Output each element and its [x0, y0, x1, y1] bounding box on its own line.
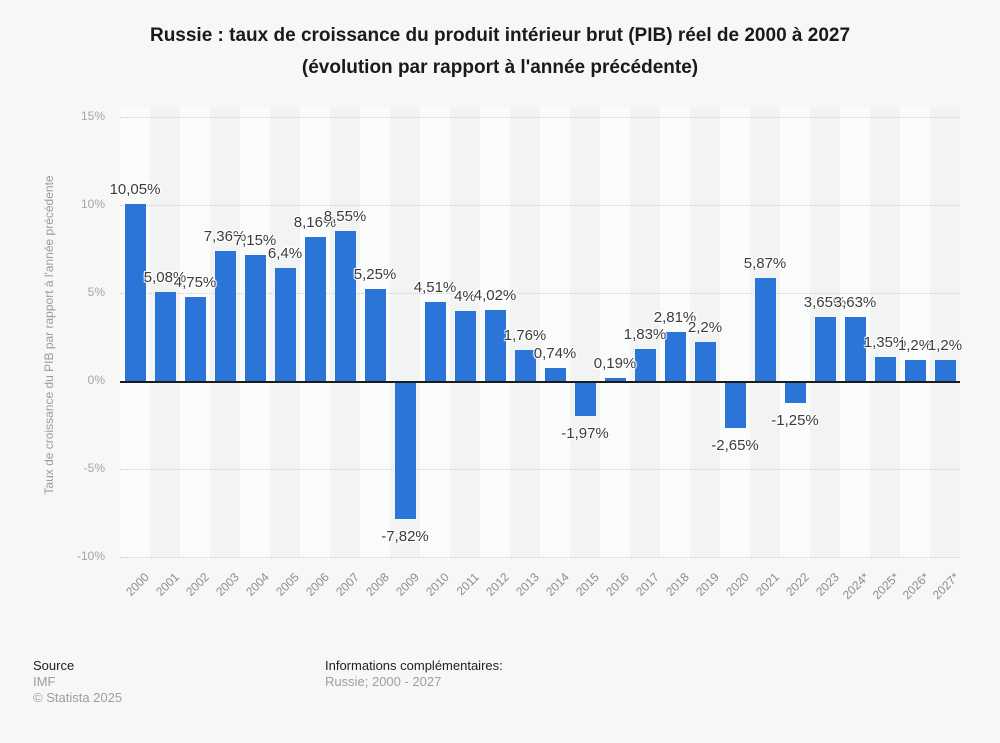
bar-2018[interactable]	[665, 332, 686, 381]
gridline-15pct	[120, 117, 960, 118]
x-axis-label-2013: 2013	[513, 570, 542, 599]
value-label-2017: 1,83%	[623, 325, 667, 343]
plot-column-stripe	[720, 107, 750, 558]
bar-2011[interactable]	[455, 311, 476, 381]
value-label-2004: 7,15%	[233, 232, 277, 250]
x-axis-baseline	[120, 381, 960, 383]
x-axis-label-2012: 2012	[483, 570, 512, 599]
x-axis-label-2008: 2008	[363, 570, 392, 599]
value-label-2018: 2,81%	[653, 308, 697, 326]
value-label-2012: 4,02%	[473, 287, 517, 305]
plot-column-stripe	[780, 107, 810, 558]
bar-2025*[interactable]	[875, 357, 896, 381]
value-label-2003: 7,36%	[203, 228, 247, 246]
bar-2009[interactable]	[395, 381, 416, 519]
value-label-2008: 5,25%	[353, 265, 397, 283]
value-label-2011: 4%	[454, 287, 476, 305]
y-axis-title: Taux de croissance du PIB par rapport à l'année précédente	[42, 175, 56, 495]
y-axis-tick-15%: 15%	[80, 109, 105, 123]
value-label-2024*: 3,63%	[833, 294, 877, 312]
x-axis-label-2000: 2000	[123, 570, 152, 599]
x-axis-label-2003: 2003	[213, 570, 242, 599]
bar-2006[interactable]	[305, 237, 326, 381]
y-axis-tick-5%: 5%	[87, 285, 105, 299]
value-label-2013: 1,76%	[503, 327, 547, 345]
chart-title-line2: (évolution par rapport à l'année précédente)	[301, 57, 699, 78]
value-label-2022: -1,25%	[771, 412, 819, 429]
x-axis-label-2025*: 2025*	[869, 570, 902, 603]
value-label-2016: 0,19%	[593, 354, 637, 372]
bar-2012[interactable]	[485, 310, 506, 381]
gridline--10pct	[120, 557, 960, 558]
bar-2027*[interactable]	[935, 360, 956, 381]
gridline-10pct	[120, 205, 960, 206]
x-axis-label-2009: 2009	[393, 570, 422, 599]
x-axis-label-2002: 2002	[183, 570, 212, 599]
bar-2019[interactable]	[695, 342, 716, 381]
value-label-2009: -7,82%	[381, 527, 429, 545]
bar-2015[interactable]	[575, 381, 596, 416]
value-label-2015: -1,97%	[561, 424, 609, 442]
value-label-2002: 4,75%	[173, 274, 217, 292]
bar-2023[interactable]	[815, 317, 836, 381]
value-label-2020: -2,65%	[711, 436, 759, 454]
value-label-2010: 4,51%	[413, 278, 457, 296]
bar-2021[interactable]	[755, 278, 776, 381]
additional-info-value: Russie; 2000 - 2027	[325, 674, 442, 689]
x-axis-label-2011: 2011	[453, 570, 482, 599]
statista-copyright: © Statista 2025	[33, 690, 123, 705]
bar-2013[interactable]	[515, 350, 536, 381]
x-axis-label-2010: 2010	[423, 570, 452, 599]
value-label-2026*: 1,2%	[897, 336, 933, 354]
bar-2000[interactable]	[125, 204, 146, 381]
plot-column-stripe	[870, 107, 900, 558]
source-value: IMF	[33, 674, 56, 689]
x-axis-label-2017: 2017	[633, 570, 662, 599]
y-axis-tick-10%: 10%	[80, 197, 105, 211]
gridline--5pct	[120, 469, 960, 470]
value-label-2019: 2,2%	[687, 319, 723, 337]
footer-source-column	[33, 657, 122, 706]
x-axis-label-2020: 2020	[723, 570, 752, 599]
bar-2007[interactable]	[335, 231, 356, 381]
x-axis-label-2016: 2016	[603, 570, 632, 599]
bar-2017[interactable]	[635, 349, 656, 381]
x-axis-label-2014: 2014	[543, 570, 572, 599]
value-label-2023: 3,65%	[803, 293, 847, 311]
bar-2020[interactable]	[725, 381, 746, 428]
plot-column-stripe	[927, 107, 963, 558]
bar-2010[interactable]	[425, 302, 446, 381]
value-label-2025*: 1,35%	[863, 334, 907, 352]
x-axis-label-2022: 2022	[783, 570, 812, 599]
x-axis-label-2023: 2023	[813, 570, 842, 599]
x-axis-label-2026*: 2026*	[899, 570, 932, 603]
value-label-2005: 6,4%	[267, 245, 303, 263]
x-axis-label-2007: 2007	[333, 570, 362, 599]
bar-2014[interactable]	[545, 368, 566, 381]
y-axis-tick-0%: 0%	[87, 373, 105, 387]
value-label-2007: 8,55%	[323, 207, 367, 225]
footer-info-column	[325, 657, 503, 690]
plot-column-stripe	[897, 107, 933, 558]
value-label-2014: 0,74%	[533, 344, 577, 362]
chart-title-line1: Russie : taux de croissance du produit intérieur brut (PIB) réel de 2000 à 2027	[149, 25, 851, 46]
bar-2026*[interactable]	[905, 360, 926, 381]
value-label-2001: 5,08%	[143, 268, 187, 286]
source-label: Source	[33, 658, 75, 673]
bar-2024*[interactable]	[845, 317, 866, 381]
x-axis-label-2018: 2018	[663, 570, 692, 599]
value-label-2021: 5,87%	[743, 254, 787, 272]
y-axis-tick--5%: -5%	[83, 461, 105, 475]
x-axis-label-2024*: 2024*	[839, 570, 872, 603]
x-axis-label-2027*: 2027*	[929, 570, 962, 603]
x-axis-label-2001: 2001	[153, 570, 182, 599]
value-label-2006: 8,16%	[293, 214, 337, 232]
x-axis-label-2021: 2021	[753, 570, 782, 599]
bar-2004[interactable]	[245, 255, 266, 381]
bar-2005[interactable]	[275, 268, 296, 381]
bar-2001[interactable]	[155, 292, 176, 381]
x-axis-label-2005: 2005	[273, 570, 302, 599]
value-label-2000: 10,05%	[109, 181, 161, 199]
y-axis-tick--10%: -10%	[76, 549, 105, 563]
bar-2022[interactable]	[785, 381, 806, 403]
x-axis-label-2004: 2004	[243, 570, 272, 599]
x-axis-label-2015: 2015	[573, 570, 602, 599]
value-label-2027*: 1,2%	[927, 336, 963, 354]
plot-column-stripe	[570, 107, 600, 558]
bar-2008[interactable]	[365, 289, 386, 381]
x-axis-label-2019: 2019	[693, 570, 722, 599]
additional-info-label: Informations complémentaires:	[325, 658, 503, 673]
bar-2003[interactable]	[215, 251, 236, 381]
x-axis-label-2006: 2006	[303, 570, 332, 599]
bar-2002[interactable]	[185, 297, 206, 381]
